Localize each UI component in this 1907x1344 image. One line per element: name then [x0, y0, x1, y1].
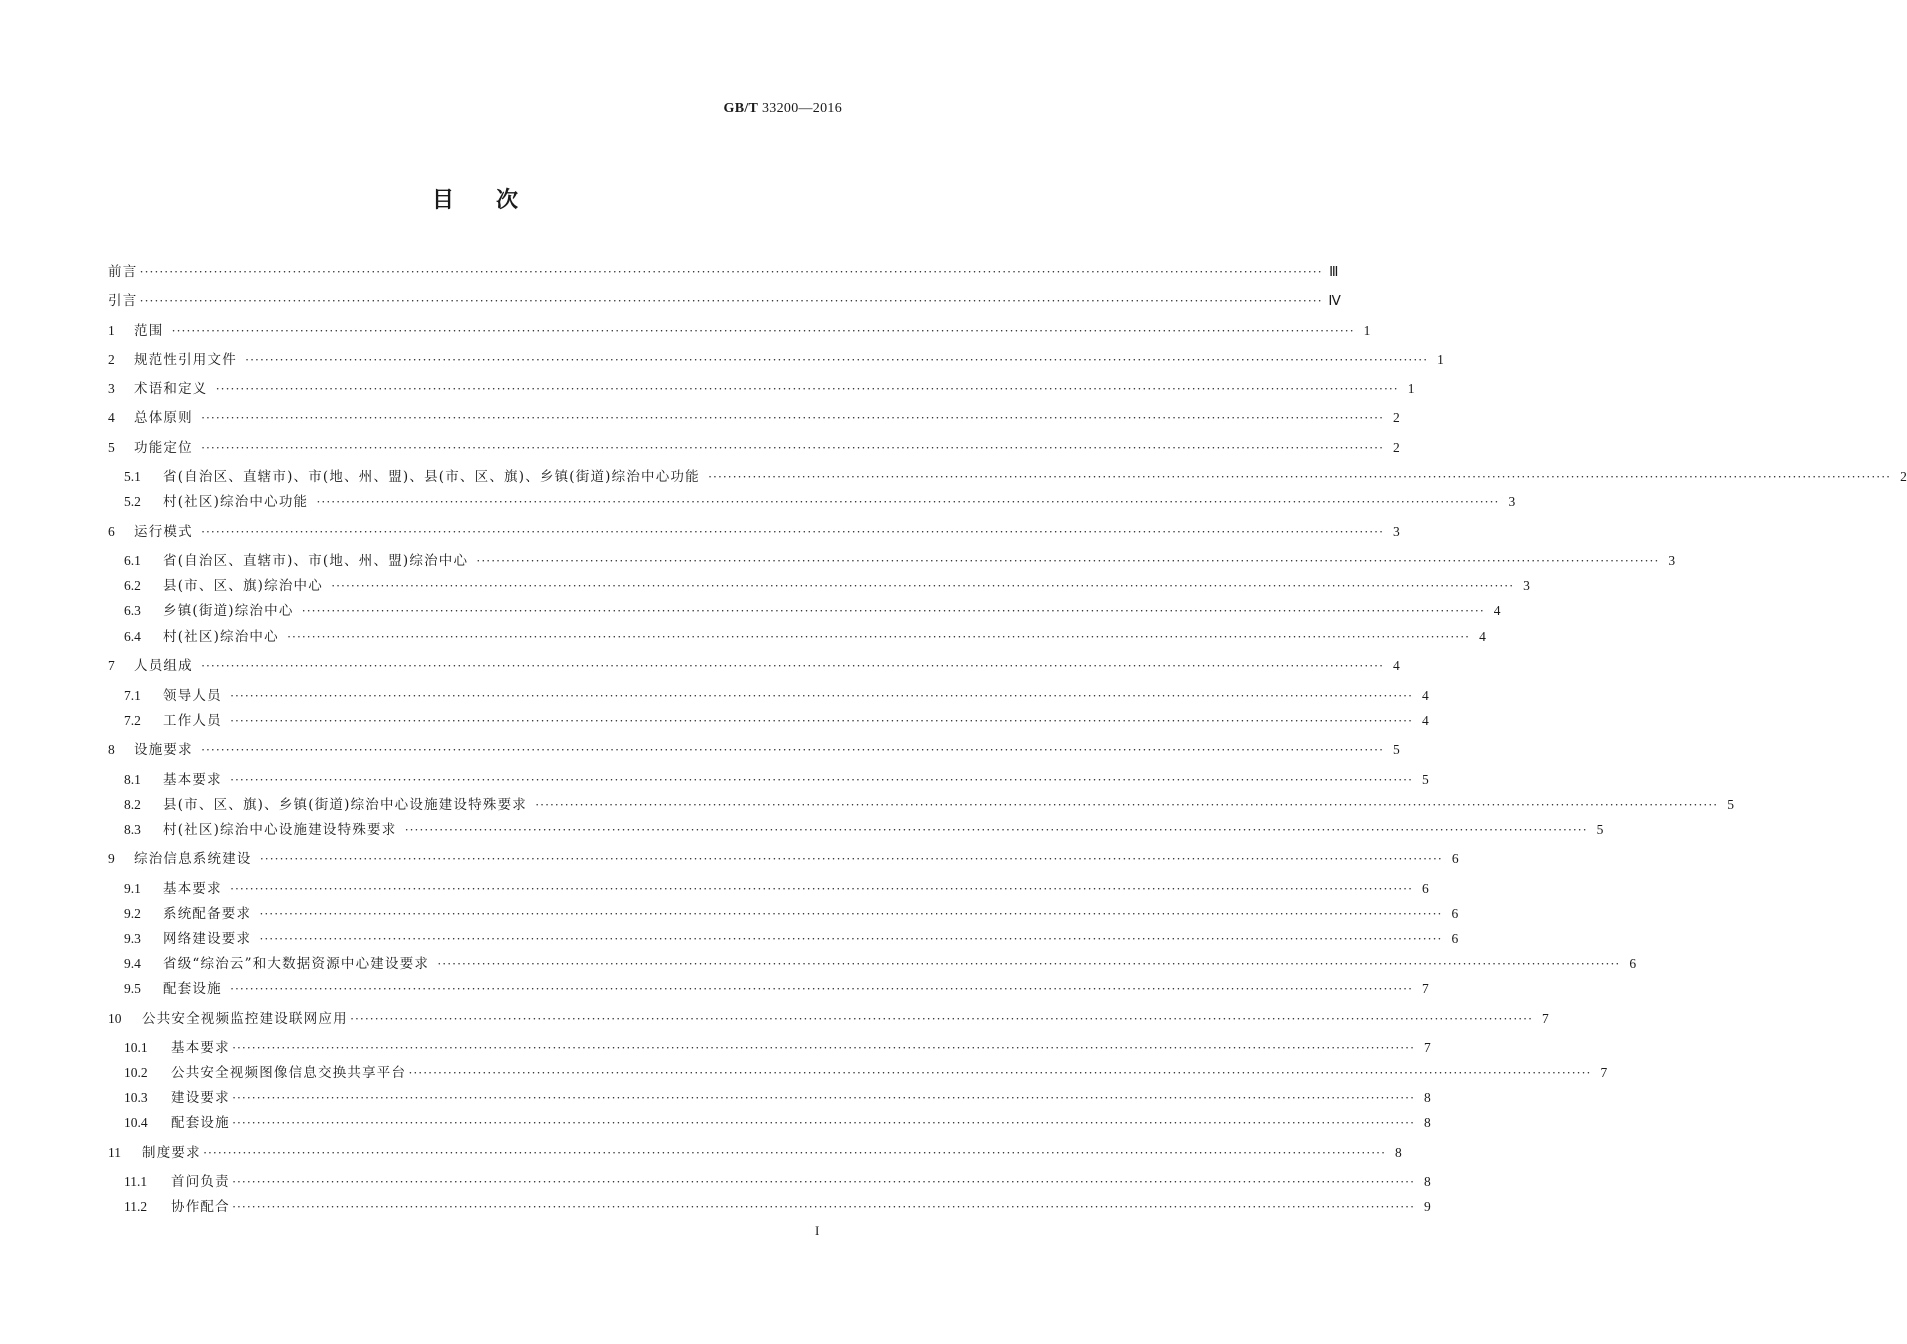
toc-entry-page: 4	[1422, 713, 1429, 728]
toc-entry-label: 系统配备要求	[163, 906, 252, 922]
toc-entry-label: 建设要求	[171, 1090, 230, 1106]
leader-dots: ················································································································································································································································	[259, 906, 1443, 921]
toc-entry-page: 4	[1479, 629, 1486, 644]
toc-entry-page: 1	[1407, 381, 1415, 396]
leader-dots: ················································································································································································································································	[301, 603, 1485, 618]
toc-entry-foreword[interactable]	[108, 262, 1339, 282]
toc-entry-page: 1	[1437, 352, 1444, 367]
toc-entry-number: 9.5	[124, 981, 141, 996]
toc-entry-page: 5	[1393, 742, 1400, 757]
toc-entry-6-3[interactable]	[124, 601, 1501, 621]
toc-entry-label: 基本要求	[163, 881, 222, 897]
toc-entry-9-5[interactable]	[124, 979, 1429, 999]
leader-dots: ················································································································································································································································	[286, 629, 1470, 644]
toc-entry-number: 10.2	[124, 1065, 148, 1080]
toc-entry-page: 6	[1451, 931, 1459, 946]
toc-entry-number: 10.1	[124, 1040, 148, 1055]
toc-entry-label: 省(自治区、直辖市)、市(地、州、盟)、县(市、区、旗)、乡镇(街道)综治中心功能	[163, 469, 700, 485]
leader-dots: ················································································································································································································································	[259, 931, 1443, 946]
toc-entry-9-4[interactable]	[124, 954, 1637, 974]
toc-entry-8[interactable]	[108, 740, 1400, 760]
toc-entry-number: 8	[108, 742, 115, 757]
toc-entry-1[interactable]	[108, 321, 1371, 341]
toc-entry-number: 9.2	[124, 906, 141, 921]
toc-entry-label: 村(社区)综治中心设施建设特殊要求	[163, 822, 397, 838]
toc-entry-page: 5	[1422, 772, 1429, 787]
toc-entry-page: 8	[1424, 1090, 1431, 1105]
toc-entry-label: 规范性引用文件	[134, 352, 237, 368]
leader-dots: ················································································································································································································································	[259, 851, 1443, 866]
toc-entry-number: 9.3	[124, 931, 141, 946]
toc-entry-page: 3	[1668, 553, 1676, 568]
toc-entry-number: 8.1	[124, 772, 141, 787]
toc-entry-label: 首问负责	[171, 1174, 230, 1190]
leader-dots: ················································································································································································································································	[476, 553, 1660, 568]
toc-entry-page: 7	[1542, 1011, 1549, 1026]
toc-entry-page: 4	[1393, 658, 1400, 673]
toc-entry-page: 6	[1451, 851, 1459, 866]
page-title: 目次	[431, 188, 560, 213]
toc-entry-label: 引言	[108, 293, 138, 309]
leader-dots: ················································································································································································································································	[200, 742, 1384, 757]
leader-dots: ················································································································································································································································	[229, 772, 1413, 787]
toc-entry-page: 3	[1508, 494, 1516, 509]
toc-entry-page: 7	[1424, 1040, 1431, 1055]
toc-entry-label: 前言	[108, 264, 138, 280]
toc-entry-label: 省级“综治云”和大数据资源中心建设要求	[163, 956, 430, 972]
toc-entry-number: 10.4	[124, 1115, 148, 1130]
toc-entry-label: 工作人员	[163, 713, 222, 729]
leader-dots: ················································································································································································································································	[231, 1040, 1415, 1055]
toc-entry-page: 5	[1727, 797, 1734, 812]
toc-entry-number: 6.2	[124, 578, 141, 593]
toc-entry-2[interactable]	[108, 350, 1444, 370]
toc-entry-page: 2	[1393, 410, 1400, 425]
toc-entry-number: 7.1	[124, 688, 141, 703]
toc-entry-9-1[interactable]	[124, 879, 1429, 899]
toc-entry-number: 2	[108, 352, 115, 367]
toc-entry-page: 6	[1451, 906, 1459, 921]
toc-entry-label: 领导人员	[163, 688, 222, 704]
toc-entry-label: 协作配合	[171, 1199, 230, 1215]
toc-entry-number: 5	[108, 440, 115, 455]
toc-entry-9-3[interactable]	[124, 929, 1459, 949]
toc-entry-11[interactable]	[108, 1143, 1402, 1163]
toc-entry-8-3[interactable]	[124, 820, 1604, 840]
leader-dots: ················································································································································································································································	[200, 524, 1384, 539]
toc-entry-page: Ⅳ	[1328, 293, 1341, 308]
leader-dots: ················································································································································································································································	[215, 381, 1399, 396]
toc-entry-11-1[interactable]	[124, 1172, 1431, 1192]
leader-dots: ················································································································································································································································	[244, 352, 1428, 367]
toc-entry-number: 10.3	[124, 1090, 148, 1105]
toc-entry-page: 8	[1424, 1115, 1431, 1130]
leader-dots: ················································································································································································································································	[349, 1011, 1533, 1026]
leader-dots: ················································································································································································································································	[316, 494, 1500, 509]
leader-dots: ················································································································································································································································	[437, 956, 1621, 971]
standard-number: 33200—2016	[762, 101, 842, 116]
toc-entry-6[interactable]	[108, 522, 1400, 542]
toc-entry-label: 村(社区)综治中心功能	[163, 494, 309, 510]
standard-prefix: GB/T	[723, 101, 759, 116]
toc-entry-page: 1	[1363, 323, 1371, 338]
toc-entry-page: 6	[1422, 881, 1429, 896]
toc-entry-number: 6.4	[124, 629, 141, 644]
toc-entry-label: 制度要求	[142, 1145, 201, 1161]
toc-entry-page: Ⅲ	[1329, 264, 1339, 279]
toc-entry-label: 县(市、区、旗)、乡镇(街道)综治中心设施建设特殊要求	[163, 797, 527, 813]
toc-entry-page: 4	[1493, 603, 1501, 618]
toc-entry-page: 5	[1596, 822, 1604, 837]
toc-entry-introduction[interactable]	[108, 291, 1341, 311]
toc-entry-number: 9.4	[124, 956, 141, 971]
toc-entry-page: 7	[1422, 981, 1429, 996]
toc-entry-number: 11.2	[124, 1199, 148, 1214]
toc-entry-page: 8	[1395, 1145, 1402, 1160]
toc-entry-label: 总体原则	[134, 410, 193, 426]
toc-entry-number: 3	[108, 381, 115, 396]
toc-entry-page: 7	[1600, 1065, 1608, 1080]
leader-dots: ················································································································································································································································	[139, 264, 1323, 279]
toc-entry-page: 4	[1422, 688, 1429, 703]
toc-entry-6-4[interactable]	[124, 627, 1486, 647]
toc-entry-label: 村(社区)综治中心	[163, 629, 279, 645]
toc-entry-label: 功能定位	[134, 440, 193, 456]
leader-dots: ················································································································································································································································	[200, 440, 1384, 455]
leader-dots: ················································································································································································································································	[231, 1174, 1415, 1189]
toc-entry-10[interactable]	[108, 1009, 1549, 1029]
leader-dots: ················································································································································································································································	[404, 822, 1588, 837]
toc-entry-number: 9	[108, 851, 115, 866]
toc-entry-number: 8.2	[124, 797, 141, 812]
toc-entry-number: 7.2	[124, 713, 141, 728]
leader-dots: ················································································································································································································································	[408, 1065, 1592, 1080]
toc-entry-number: 7	[108, 658, 115, 673]
toc-entry-label: 公共安全视频图像信息交换共享平台	[171, 1065, 407, 1081]
toc-entry-10-1[interactable]	[124, 1038, 1431, 1058]
toc-entry-3[interactable]	[108, 379, 1415, 399]
leader-dots: ················································································································································································································································	[229, 688, 1413, 703]
toc-entry-10-4[interactable]	[124, 1113, 1431, 1133]
toc-entry-label: 县(市、区、旗)综治中心	[163, 578, 323, 594]
toc-entry-label: 人员组成	[134, 658, 193, 674]
toc-entry-label: 乡镇(街道)综治中心	[163, 603, 294, 619]
toc-entry-number: 4	[108, 410, 115, 425]
leader-dots: ················································································································································································································································	[139, 293, 1323, 308]
toc-entry-number: 6	[108, 524, 115, 539]
leader-dots: ················································································································································································································································	[534, 797, 1718, 812]
toc-entry-number: 5.2	[124, 494, 141, 509]
leader-dots: ················································································································································································································································	[229, 981, 1413, 996]
toc-entry-number: 10	[108, 1011, 122, 1026]
toc-entry-4[interactable]	[108, 408, 1400, 428]
leader-dots: ················································································································································································································································	[231, 1115, 1415, 1130]
toc-entry-label: 配套设施	[171, 1115, 230, 1131]
toc-entry-page: 9	[1424, 1199, 1431, 1214]
page-number: I	[815, 1223, 820, 1238]
toc-entry-page: 2	[1393, 440, 1400, 455]
toc-entry-11-2[interactable]	[124, 1197, 1431, 1217]
toc-entry-number: 6.3	[124, 603, 141, 618]
toc-entry-5-2[interactable]	[124, 492, 1516, 512]
toc-entry-number: 5.1	[124, 469, 141, 484]
leader-dots: ················································································································································································································································	[200, 658, 1384, 673]
leader-dots: ················································································································································································································································	[707, 469, 1891, 484]
toc-entry-8-1[interactable]	[124, 770, 1429, 790]
toc-entry-label: 省(自治区、直辖市)、市(地、州、盟)综治中心	[163, 553, 469, 569]
toc-entry-number: 11	[108, 1145, 121, 1160]
toc-entry-label: 范围	[134, 323, 164, 339]
leader-dots: ················································································································································································································································	[231, 1199, 1415, 1214]
toc-entry-number: 9.1	[124, 881, 141, 896]
toc-entry-label: 公共安全视频监控建设联网应用	[142, 1011, 348, 1027]
toc-entry-page: 8	[1424, 1174, 1431, 1189]
toc-entry-label: 运行模式	[134, 524, 193, 540]
toc-entry-number: 11.1	[124, 1174, 148, 1189]
toc-entry-10-2[interactable]	[124, 1063, 1608, 1083]
toc-entry-label: 综治信息系统建设	[134, 851, 252, 867]
leader-dots: ················································································································································································································································	[231, 1090, 1415, 1105]
toc-entry-page: 3	[1523, 578, 1530, 593]
toc-entry-9-2[interactable]	[124, 904, 1459, 924]
toc-entry-label: 术语和定义	[134, 381, 208, 397]
leader-dots: ················································································································································································································································	[171, 323, 1355, 338]
leader-dots: ················································································································································································································································	[229, 881, 1413, 896]
toc-entry-7-1[interactable]	[124, 686, 1429, 706]
toc-entry-6-1[interactable]	[124, 551, 1676, 571]
toc-entry-5[interactable]	[108, 438, 1400, 458]
leader-dots: ················································································································································································································································	[229, 713, 1413, 728]
toc-entry-number: 6.1	[124, 553, 141, 568]
leader-dots: ················································································································································································································································	[200, 410, 1384, 425]
toc-entry-page: 2	[1900, 469, 1907, 484]
toc-entry-7-2[interactable]	[124, 711, 1429, 731]
toc-entry-label: 配套设施	[163, 981, 222, 997]
leader-dots: ················································································································································································································································	[330, 578, 1514, 593]
toc-entry-page: 6	[1629, 956, 1637, 971]
toc-entry-5-1[interactable]	[124, 467, 1907, 487]
toc-entry-label: 基本要求	[163, 772, 222, 788]
toc-entry-7[interactable]	[108, 656, 1400, 676]
toc-entry-label: 基本要求	[171, 1040, 230, 1056]
toc-entry-9[interactable]	[108, 849, 1459, 869]
toc-entry-number: 8.3	[124, 822, 141, 837]
toc-entry-label: 网络建设要求	[163, 931, 252, 947]
toc-entry-page: 3	[1393, 524, 1400, 539]
toc-entry-number: 1	[108, 323, 115, 338]
toc-entry-8-2[interactable]	[124, 795, 1734, 815]
toc-entry-label: 设施要求	[134, 742, 193, 758]
toc-entry-6-2[interactable]	[124, 576, 1530, 596]
toc-entry-10-3[interactable]	[124, 1088, 1431, 1108]
leader-dots: ················································································································································································································································	[202, 1145, 1386, 1160]
